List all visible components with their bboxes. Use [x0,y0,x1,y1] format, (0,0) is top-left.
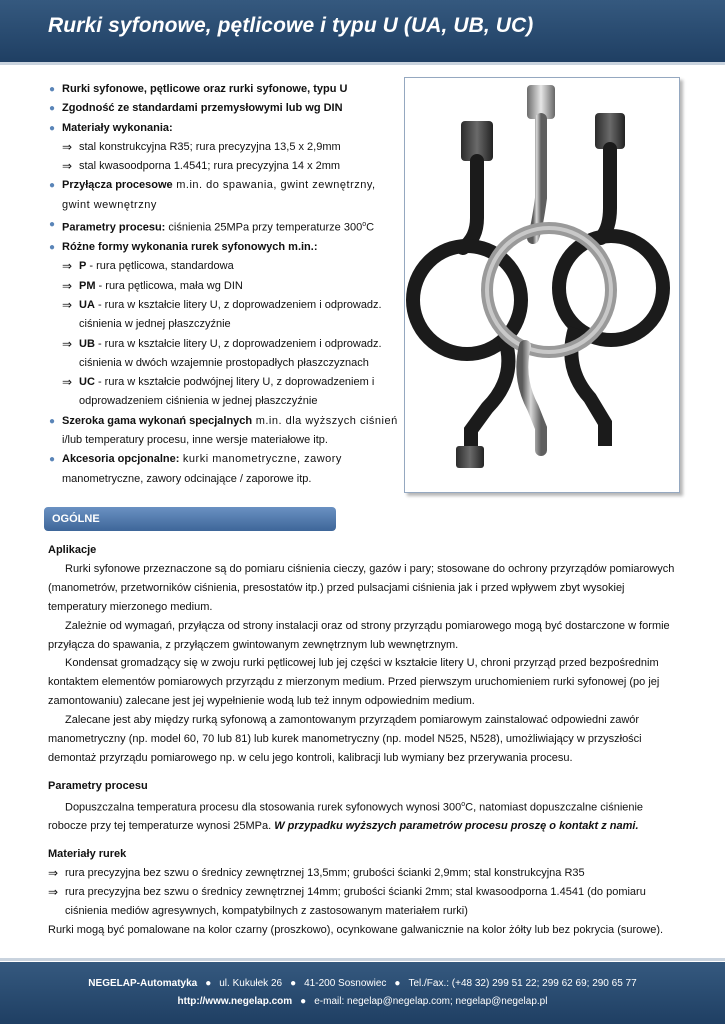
list-item: ● Zgodność ze standardami przemysłowymi lub wg DIN [48,99,398,118]
website-link[interactable]: http://www.negelap.com [177,996,293,1007]
sub-item: ⇒ UB - rura w kształcie litery U, z doprowadzeniem i odprowadz. ciśnienia w dwóch wzajemnie prostopadłych płaszczyznach [62,336,382,369]
page-footer [0,962,725,1024]
bullet-icon: ● [49,219,56,231]
address-city: 41-200 Sosnowiec [304,978,387,989]
arrow-icon: ⇒ [62,139,73,154]
arrow-icon: ⇒ [48,866,59,881]
page-title: Rurki syfonowe, pętlicowe i typu U (UA, UB, UC) [48,14,534,37]
sub-item: ⇒ stal konstrukcyjna R35; rura precyzyjna 13,5 x 2,9mm [48,138,398,157]
email-link[interactable]: e-mail: negelap@negelap.com; negelap@negelap.pl [314,996,548,1007]
arrow-icon: ⇒ [62,336,73,351]
subheading-process-parameters: Parametry procesu [48,779,148,792]
paragraph: Dopuszczalna temperatura procesu dla stosowania rurek syfonowych wynosi 300$^o$C, natomiast dopuszczalne ciśnienie robocze przy tej temperaturze wynosi 25MPa. W przypadku wyższych parametrów procesu proszę o kontakt z nami. [48,800,644,833]
paragraph: Rurki syfonowe przeznaczone są do pomiaru ciśnienia cieczy, gazów i pary; stosowane do ochrony przyrządów pomiarowych (manometrów, przetworników ciśnienia, presostatów itp.) przed pulsacjami ciśnienia jak i przed wpływem zbyt wysokiej temperatury mierzonego medium. [48,562,675,613]
arrow-icon: ⇒ [62,375,73,390]
page-header [0,0,725,62]
list-item: ⇒ rura precyzyjna bez szwu o średnicy zewnętrznej 13,5mm; grubości ścianki 2,9mm; stal konstrukcyjna R35 [48,864,680,883]
list-item: ● Przyłącza procesowe m.in. do spawania, gwint zewnętrzny, gwint wewnętrzny [48,176,398,215]
feature-list [48,80,398,489]
bullet-icon: ● [49,415,56,427]
bullet-icon: ● [49,84,56,95]
contact-note: W przypadku wyższych parametrów procesu proszę o kontakt z nami. [274,820,639,833]
paragraph: Zależnie od wymagań, przyłącza od strony instalacji oraz od strony przyrządu pomiarowego mogą być dostarczone w formie przyłącza do spawania, z przyłączem gwintowanym zewnętrznym lub wewnętrznym. [48,619,670,651]
list-item: ● Parametry procesu: ciśnienia 25MPa przy temperaturze 300$^o$C [48,215,398,238]
bullet-icon: ● [49,454,56,466]
sub-item: ⇒ UC - rura w kształcie podwójnej litery U, z doprowadzeniem i odprowadzeniem ciśnienia w jednej płaszczyźnie [62,375,375,408]
list-item: ● Różne formy wykonania rurek syfonowych m.in.: [48,238,398,257]
paragraph: Kondensat gromadzący się w zwoju rurki pętlicowej lub jej części w kształcie litery U, chroni przyrząd przed bezpośrednim kontaktem elementów pomiarowych przyrządu z mierzonym medium. Przed pierwszym uruchomieniem rurki syfonowej (po jej zamontowaniu) zalecane jest jej wypełnienie wodą lub też innym odpowiednim medium. [48,657,660,708]
arrow-icon: ⇒ [62,278,73,293]
list-item: ● Rurki syfonowe, pętlicowe oraz rurki syfonowe, typu U [48,80,398,99]
section-header-general [44,507,336,531]
company-name: NEGELAP-Automatyka [88,978,198,989]
bullet-icon: ● [49,122,56,134]
footer-divider [0,958,725,961]
paragraph: Zalecane jest aby między rurką syfonową a zamontowanym przyrządem pomiarowym zainstalować odpowiedni zawór manometryczny (np. model 60, 70 lub 81) lub kurek manometryczny (np. model N525, N528), umożliwiający w przyszłości demontaż przyrządu pomiarowego np. w celu jego kontroli, kalibracji lub wymiany bez przerywania procesu. [48,714,642,764]
black-pigtail-left [413,121,521,468]
header-divider [0,62,725,65]
subheading-applications: Aplikacje [48,544,97,556]
arrow-icon: ⇒ [48,885,59,900]
footer-web-line: http://www.negelap.com ● e-mail: negelap@negelap.com; negelap@negelap.pl [177,996,548,1007]
sub-item: ⇒ P - rura pętlicowa, standardowa [48,257,398,276]
sub-item: ⇒ PM - rura pętlicowa, mała wg DIN [48,277,398,296]
bullet-icon: ● [49,180,56,192]
arrow-icon: ⇒ [62,297,73,312]
list-item: ⇒ rura precyzyjna bez szwu o średnicy zewnętrznej 14mm; grubości ścianki 2mm; stal kwasoodporna 1.4541 (do pomiaru ciśnienia mediów agresywnych, kompatybilnych z zastosowanym materiałem rurki) [48,885,646,917]
subheading-tube-materials: Materiały rurek [48,848,127,861]
bullet-icon: ● [49,242,56,254]
siphon-tubes-illustration [405,78,679,492]
list-item: ● Materiały wykonania: [48,119,398,138]
list-item: ● Akcesoria opcjonalne: kurki manometryczne, zawory manometryczne, zawory odcinające / zaporowe itp. [48,450,398,489]
footer-contact-line: NEGELAP-Automatyka ● ul. Kukułek 26 ● 41-200 Sosnowiec ● Tel./Fax.: (+48 32) 299 51 22; 299 62 69; 290 65 77 [88,978,637,989]
section-title: OGÓLNE [52,513,100,525]
bullet-icon: ● [49,103,56,115]
list-item: ● Szeroka gama wykonań specjalnych m.in. dla wyższych ciśnień i/lub temperatury procesu, inne wersje materiałowe itp. [48,412,398,451]
sub-item: ⇒ stal kwasoodporna 1.4541; rura precyzyjna 14 x 2mm [48,157,398,176]
arrow-icon: ⇒ [62,159,73,174]
product-photo [404,77,680,493]
paragraph: Rurki mogą być pomalowane na kolor czarny (proszkowo), ocynkowane galwanicznie na kolor żółty lub bez pokrycia (surowe). [48,923,664,936]
sub-item: ⇒ UA - rura w kształcie litery U, z doprowadzeniem i odprowadz. ciśnienia w jednej płaszczyźnie [62,297,382,331]
general-content [48,541,680,940]
address-street: ul. Kukułek 26 [219,978,283,989]
arrow-icon: ⇒ [62,259,73,274]
phone-fax: Tel./Fax.: (+48 32) 299 51 22; 299 62 69; 290 65 77 [408,978,637,989]
